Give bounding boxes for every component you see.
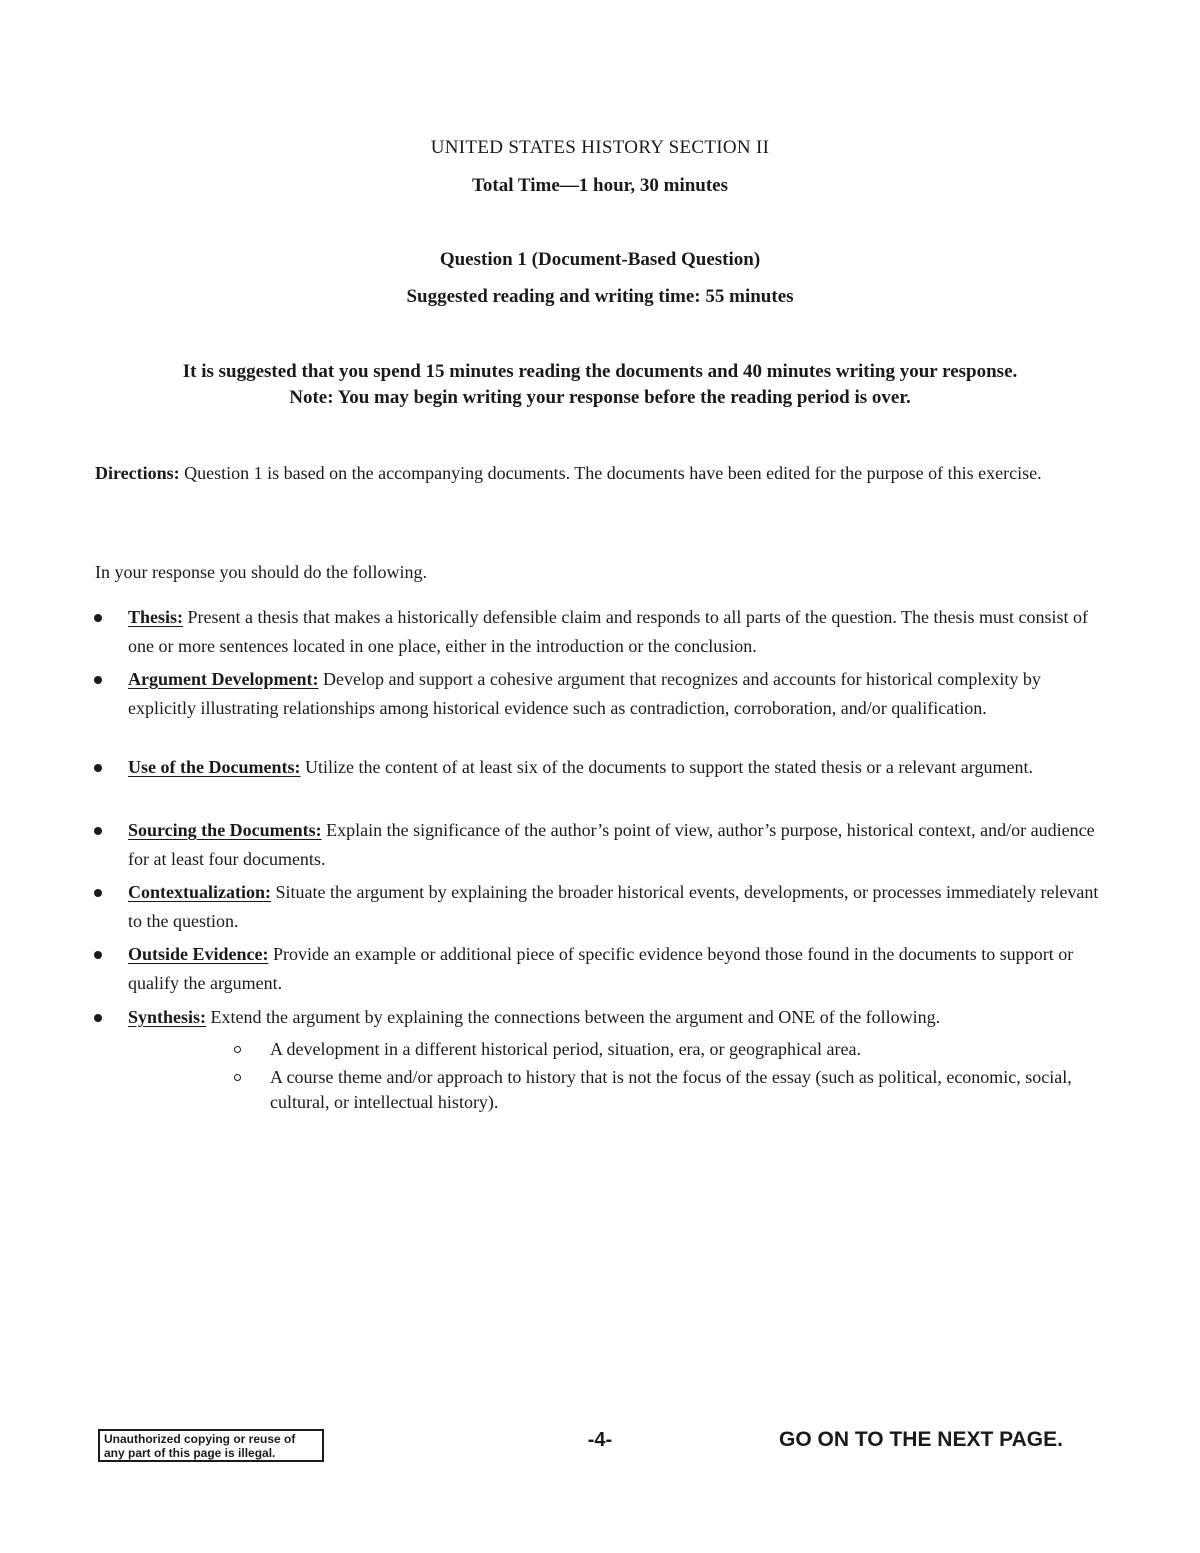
rubric-item-sourcing (128, 816, 1108, 874)
bullet-icon (94, 614, 102, 622)
rubric-term: Outside Evidence: (128, 944, 269, 964)
intro-text: In your response you should do the following. (95, 562, 427, 582)
rubric-item-synthesis (128, 1003, 1108, 1032)
rubric-text: Develop and support a cohesive argument that recognizes and accounts for historical complexity by explicitly illustrating relationships among historical evidence such as contradiction, corroboration, and/or qualification. (128, 669, 1041, 718)
rubric-term: Use of the Documents: (128, 757, 301, 777)
directions (95, 460, 1105, 487)
rubric-term: Argument Development: (128, 669, 319, 689)
bullet-icon (94, 1014, 102, 1022)
rubric-item-thesis (128, 603, 1108, 661)
rubric-text: Present a thesis that makes a historically defensible claim and responds to all parts of the question. The thesis must consist of one or more sentences located in one place, either in the introduction or the conclusion. (128, 607, 1088, 656)
directions-text: Question 1 is based on the accompanying documents. The documents have been edited for the purpose of this exercise. (179, 463, 1042, 483)
next-page-instruction: GO ON TO THE NEXT PAGE. (779, 1428, 1063, 1451)
total-time: Total Time—1 hour, 30 minutes (471, 175, 729, 196)
bullet-icon (94, 827, 102, 835)
section-title: UNITED STATES HISTORY SECTION II (430, 137, 770, 158)
rubric-item-use-of-documents (128, 753, 1108, 782)
rubric-text: Extend the argument by explaining the connections between the argument and ONE of the following. (206, 1007, 941, 1027)
bullet-icon (94, 889, 102, 897)
rubric-term: Synthesis: (128, 1007, 207, 1027)
page-number: -4- (587, 1429, 613, 1451)
rubric-text: Provide an example or additional piece of specific evidence beyond those found in the documents to support or qualify the argument. (128, 944, 1074, 993)
rubric-item-argument-development (128, 665, 1108, 723)
bullet-icon (94, 951, 102, 959)
synthesis-option (270, 1037, 1100, 1062)
begin-note: Note: You may begin writing your response before the reading period is over. (289, 387, 911, 408)
circle-bullet-icon (234, 1046, 241, 1053)
copyright-notice: Unauthorized copying or reuse of any part of this page is illegal. (98, 1429, 324, 1462)
rubric-text: Situate the argument by explaining the broader historical events, developments, or processes immediately relevant to the question. (128, 882, 1099, 931)
rubric-item-outside-evidence (128, 940, 1108, 998)
synthesis-option (270, 1065, 1100, 1115)
spend-note: It is suggested that you spend 15 minutes reading the documents and 40 minutes writing your response. (182, 361, 1018, 382)
rubric-term: Thesis: (128, 607, 184, 627)
bullet-icon (94, 676, 102, 684)
directions-label: Directions: (95, 463, 180, 483)
synthesis-option-text: A development in a different historical period, situation, era, or geographical area. (270, 1039, 861, 1059)
rubric-text: Explain the significance of the author’s point of view, author’s purpose, historical context, and/or audience for at least four documents. (128, 820, 1095, 869)
rubric-term: Contextualization: (128, 882, 271, 902)
question-title: Question 1 (Document-Based Question) (439, 249, 761, 270)
rubric-term: Sourcing the Documents: (128, 820, 322, 840)
bullet-icon (94, 764, 102, 772)
circle-bullet-icon (234, 1074, 241, 1081)
suggested-time: Suggested reading and writing time: 55 minutes (406, 286, 794, 307)
rubric-item-contextualization (128, 878, 1108, 936)
synthesis-option-text: A course theme and/or approach to history that is not the focus of the essay (such as political, economic, social, cultural, or intellectual history). (270, 1067, 1072, 1112)
rubric-text: Utilize the content of at least six of the documents to support the stated thesis or a relevant argument. (300, 757, 1033, 777)
